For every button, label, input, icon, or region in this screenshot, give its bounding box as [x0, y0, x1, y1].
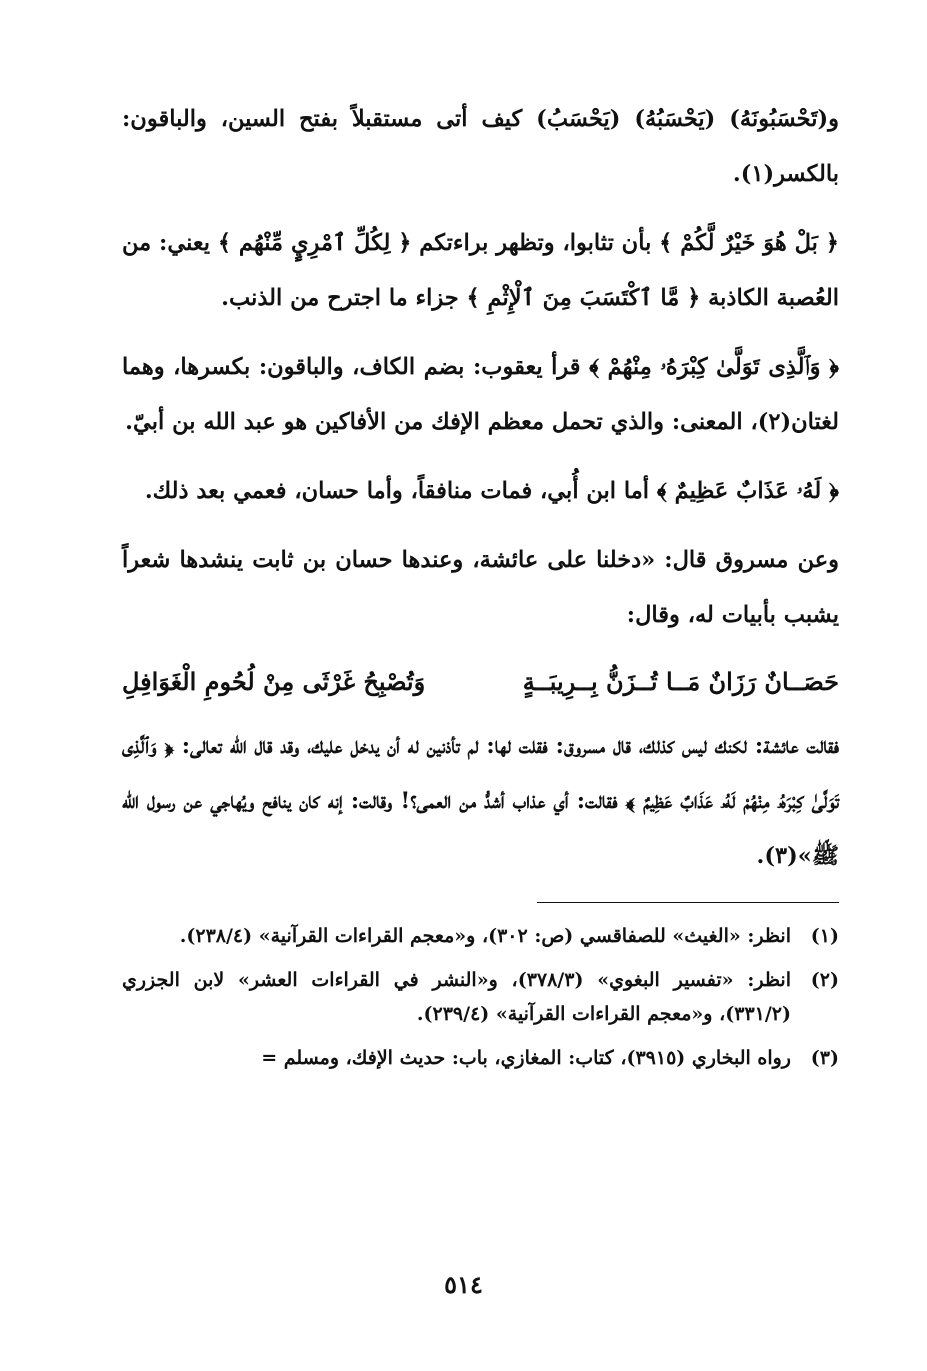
poem-second-hemistich: وَتُصْبِحُ غَرْثَى مِنْ لُحُومِ الْغَوَافِلِ [122, 667, 426, 696]
poem-first-hemistich: حَصَــانٌ رَزَانٌ مَــا تُــزَنُّ بِــرِيبَــةٍ [522, 667, 839, 696]
paragraph-1: و(تَحْسَبُونَهُ) (يَحْسَبُهُ) (يَحْسَبُ) كيف أتى مستقبلاً بفتح السين، والباقون: بالكسر(١). [122, 106, 839, 187]
footnote-text: انظر: «الغيث» للصفاقسي (ص: ٣٠٢)، و«معجم القراءات القرآنية» (٢٣٨/٤). [179, 925, 791, 947]
paragraph-5: وعن مسروق قال: «دخلنا على عائشة، وعندها حسان بن ثابت ينشدها شعراً يشبب بأبيات له، وقال: [122, 547, 839, 628]
footnote-text: رواه البخاري (٣٩١٥)، كتاب: المغازي، باب: حديث الإفك، ومسلم = [261, 1047, 791, 1069]
footnote-text: انظر: «تفسير البغوي» (٣٧٨/٣)، و«النشر في القراءات العشر» لابن الجزري (٣٣١/٢)، و«معجم القراءات القرآنية» (٢٣٩/٤). [122, 969, 791, 1025]
paragraph-3: ﴿ وَٱلَّذِى تَوَلَّىٰ كِبْرَهُۥ مِنْهُمْ ﴾ قرأ يعقوب: بضم الكاف، والباقون: بكسرها، وهما لغتان(٢)، المعنى: والذي تحمل معظم الإفك من الأفاكين هو عبد الله بن أبيّ. [122, 354, 839, 435]
paragraph-2: ﴿ بَلْ هُوَ خَيْرٌ لَّكُمْ ﴾ بأن تثابوا، وتظهر براءتكم ﴿ لِكُلِّ ٱمْرِيٍٕ مِّنْهُم ﴾ يعني: من العُصبة الكاذبة ﴿ مَّا ٱكْتَسَبَ مِنَ ٱلْإِثْمِ ﴾ جزاء ما اجترح من الذنب. [122, 230, 839, 311]
footnote [122, 1041, 839, 1075]
footnote [122, 963, 839, 1031]
footnote-number: (١) [810, 925, 839, 947]
closing-paragraph: فقالت عائشة: لكنك ليس كذلك، قال مسروق: فقلت لها: لم تأذنين له أن يدخل عليك، وقد قال الله تعالى: ﴿ وَٱلَّذِى تَوَلَّىٰ كِبْرَهُۥ مِنْهُمْ لَهُۥ عَذَابٌ عَظِيمٌ ﴾ فقالت: أي عذاب أشدُّ من العمى؟! وقالت: إنه كان ينافح ويُهاجي عن رسول الله ﷺ»(٣). [122, 733, 839, 869]
paragraph-4: ﴿ لَهُۥ عَذَابٌ عَظِيمٌ ﴾ أما ابن أُبي، فمات منافقاً، وأما حسان، فعمي بعد ذلك. [144, 478, 839, 504]
footnote-number: (٢) [810, 969, 839, 991]
footnote [122, 919, 839, 953]
page-number: ٥١٤ [444, 1270, 483, 1299]
footnote-number: (٣) [810, 1047, 839, 1069]
footnote-divider [537, 902, 839, 903]
poem-verse [122, 657, 839, 707]
